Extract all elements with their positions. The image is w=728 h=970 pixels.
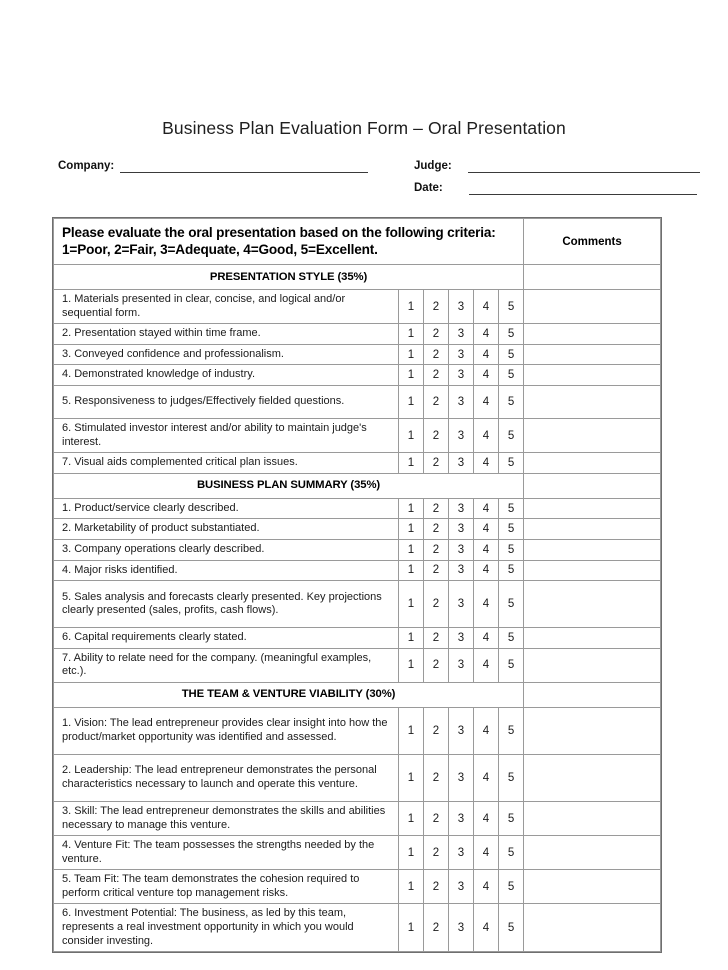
rating-option-4[interactable]: 4 (474, 754, 499, 801)
rating-option-5[interactable]: 5 (499, 648, 524, 682)
comment-cell[interactable] (524, 648, 661, 682)
rating-option-3[interactable]: 3 (449, 385, 474, 418)
comment-cell[interactable] (524, 418, 661, 452)
criteria-row (54, 707, 661, 754)
rating-option-2[interactable]: 2 (424, 290, 449, 324)
company-field[interactable] (58, 160, 368, 173)
criteria-text: 6. Capital requirements clearly stated. (54, 628, 399, 649)
comment-cell[interactable] (524, 836, 661, 870)
rating-option-3[interactable]: 3 (449, 836, 474, 870)
date-input-rule[interactable] (469, 182, 697, 195)
rating-option-4[interactable]: 4 (474, 290, 499, 324)
company-label: Company: (58, 160, 115, 172)
criteria-text: 6. Stimulated investor interest and/or ability to maintain judge's interest. (54, 418, 399, 452)
criteria-text: 4. Demonstrated knowledge of industry. (54, 365, 399, 386)
rating-option-5[interactable]: 5 (499, 418, 524, 452)
rating-option-3[interactable]: 3 (449, 365, 474, 386)
date-label: Date: (414, 182, 443, 194)
rating-option-1[interactable]: 1 (399, 365, 424, 386)
rating-option-5[interactable]: 5 (499, 324, 524, 345)
rating-option-3[interactable]: 3 (449, 290, 474, 324)
rating-option-1[interactable]: 1 (399, 904, 424, 952)
rating-option-4[interactable]: 4 (474, 539, 499, 560)
criteria-text: 7. Ability to relate need for the company. (meaningful examples, etc.). (54, 648, 399, 682)
rating-option-5[interactable]: 5 (499, 801, 524, 835)
judge-field[interactable] (414, 160, 700, 173)
rating-option-1[interactable]: 1 (399, 754, 424, 801)
rating-option-2[interactable]: 2 (424, 324, 449, 345)
rating-option-1[interactable]: 1 (399, 628, 424, 649)
criteria-text: 6. Investment Potential: The business, as led by this team, represents a real investment opportunity in which you would consider investing. (54, 904, 399, 952)
rating-option-2[interactable]: 2 (424, 560, 449, 581)
rating-option-4[interactable]: 4 (474, 560, 499, 581)
rating-option-4[interactable]: 4 (474, 836, 499, 870)
rating-option-2[interactable]: 2 (424, 707, 449, 754)
criteria-text: 2. Marketability of product substantiated. (54, 519, 399, 540)
comment-cell[interactable] (524, 581, 661, 628)
section-heading: THE TEAM & VENTURE VIABILITY (30%) (54, 682, 524, 707)
section-comment-cell[interactable] (524, 265, 661, 290)
section-header-row (54, 265, 661, 290)
rating-option-4[interactable]: 4 (474, 519, 499, 540)
rating-option-2[interactable]: 2 (424, 519, 449, 540)
rating-option-2[interactable]: 2 (424, 539, 449, 560)
rating-option-3[interactable]: 3 (449, 754, 474, 801)
page-title: Business Plan Evaluation Form – Oral Presentation (162, 118, 566, 138)
rating-option-5[interactable]: 5 (499, 628, 524, 649)
section-heading: PRESENTATION STYLE (35%) (54, 265, 524, 290)
criteria-row (54, 498, 661, 519)
rating-option-1[interactable]: 1 (399, 324, 424, 345)
rating-option-1[interactable]: 1 (399, 581, 424, 628)
section-header-row (54, 473, 661, 498)
rating-option-4[interactable]: 4 (474, 648, 499, 682)
comment-cell[interactable] (524, 870, 661, 904)
rating-option-1[interactable]: 1 (399, 648, 424, 682)
rating-option-1[interactable]: 1 (399, 519, 424, 540)
rating-option-4[interactable]: 4 (474, 418, 499, 452)
rating-option-5[interactable]: 5 (499, 560, 524, 581)
rating-option-3[interactable]: 3 (449, 418, 474, 452)
criteria-text: 2. Leadership: The lead entrepreneur demonstrates the personal characteristics necessary to launch and operate this venture. (54, 754, 399, 801)
criteria-text: 3. Conveyed confidence and professionalism. (54, 344, 399, 365)
comment-cell[interactable] (524, 904, 661, 952)
rating-option-4[interactable]: 4 (474, 344, 499, 365)
judge-label: Judge: (414, 160, 452, 172)
rating-option-5[interactable]: 5 (499, 365, 524, 386)
rating-option-3[interactable]: 3 (449, 324, 474, 345)
criteria-row (54, 581, 661, 628)
criteria-row (54, 519, 661, 540)
rating-option-1[interactable]: 1 (399, 453, 424, 474)
rating-option-3[interactable]: 3 (449, 628, 474, 649)
date-field[interactable] (414, 182, 697, 195)
rating-option-4[interactable]: 4 (474, 324, 499, 345)
section-header-row (54, 682, 661, 707)
comment-cell[interactable] (524, 628, 661, 649)
rating-option-2[interactable]: 2 (424, 581, 449, 628)
judge-input-rule[interactable] (468, 160, 700, 173)
criteria-row (54, 560, 661, 581)
rating-option-2[interactable]: 2 (424, 628, 449, 649)
rating-option-2[interactable]: 2 (424, 344, 449, 365)
rating-option-1[interactable]: 1 (399, 870, 424, 904)
criteria-row (54, 290, 661, 324)
criteria-row (54, 801, 661, 835)
rating-option-5[interactable]: 5 (499, 836, 524, 870)
comment-cell[interactable] (524, 453, 661, 474)
rating-option-2[interactable]: 2 (424, 365, 449, 386)
rating-option-5[interactable]: 5 (499, 707, 524, 754)
comment-cell[interactable] (524, 290, 661, 324)
rating-option-5[interactable]: 5 (499, 344, 524, 365)
criteria-row (54, 904, 661, 952)
rating-option-1[interactable]: 1 (399, 707, 424, 754)
rating-option-2[interactable]: 2 (424, 754, 449, 801)
rating-option-3[interactable]: 3 (449, 519, 474, 540)
criteria-row (54, 836, 661, 870)
criteria-text: 5. Responsiveness to judges/Effectively fielded questions. (54, 385, 399, 418)
criteria-row (54, 418, 661, 452)
rating-option-2[interactable]: 2 (424, 648, 449, 682)
criteria-row (54, 365, 661, 386)
rating-option-1[interactable]: 1 (399, 539, 424, 560)
comment-cell[interactable] (524, 707, 661, 754)
section-comment-cell[interactable] (524, 682, 661, 707)
rating-option-3[interactable]: 3 (449, 344, 474, 365)
rating-option-4[interactable]: 4 (474, 801, 499, 835)
rating-option-1[interactable]: 1 (399, 290, 424, 324)
rating-option-4[interactable]: 4 (474, 453, 499, 474)
criteria-text: 1. Materials presented in clear, concise, and logical and/or sequential form. (54, 290, 399, 324)
criteria-text: 3. Skill: The lead entrepreneur demonstrates the skills and abilities necessary to manage this venture. (54, 801, 399, 835)
rating-option-3[interactable]: 3 (449, 498, 474, 519)
criteria-row (54, 648, 661, 682)
rating-option-4[interactable]: 4 (474, 365, 499, 386)
rating-option-3[interactable]: 3 (449, 560, 474, 581)
rating-option-5[interactable]: 5 (499, 519, 524, 540)
rating-option-5[interactable]: 5 (499, 539, 524, 560)
comment-cell[interactable] (524, 539, 661, 560)
rating-option-2[interactable]: 2 (424, 904, 449, 952)
criteria-text: 7. Visual aids complemented critical plan issues. (54, 453, 399, 474)
criteria-text: 1. Product/service clearly described. (54, 498, 399, 519)
rating-option-5[interactable]: 5 (499, 754, 524, 801)
criteria-row (54, 385, 661, 418)
rating-option-5[interactable]: 5 (499, 453, 524, 474)
rating-option-2[interactable]: 2 (424, 498, 449, 519)
rating-option-1[interactable]: 1 (399, 560, 424, 581)
evaluation-table (53, 218, 661, 952)
rating-option-4[interactable]: 4 (474, 628, 499, 649)
rating-option-5[interactable]: 5 (499, 904, 524, 952)
rating-option-1[interactable]: 1 (399, 498, 424, 519)
comment-cell[interactable] (524, 498, 661, 519)
criteria-text: 4. Major risks identified. (54, 560, 399, 581)
comment-cell[interactable] (524, 560, 661, 581)
criteria-row (54, 754, 661, 801)
rating-option-3[interactable]: 3 (449, 870, 474, 904)
section-comment-cell[interactable] (524, 473, 661, 498)
criteria-text: 2. Presentation stayed within time frame. (54, 324, 399, 345)
criteria-row (54, 628, 661, 649)
rating-option-5[interactable]: 5 (499, 498, 524, 519)
rating-option-5[interactable]: 5 (499, 870, 524, 904)
criteria-row (54, 344, 661, 365)
criteria-text: 4. Venture Fit: The team possesses the strengths needed by the venture. (54, 836, 399, 870)
comment-cell[interactable] (524, 365, 661, 386)
rating-option-1[interactable]: 1 (399, 836, 424, 870)
section-heading: BUSINESS PLAN SUMMARY (35%) (54, 473, 524, 498)
rating-option-4[interactable]: 4 (474, 581, 499, 628)
rating-option-2[interactable]: 2 (424, 453, 449, 474)
rating-option-4[interactable]: 4 (474, 904, 499, 952)
rating-option-1[interactable]: 1 (399, 344, 424, 365)
rating-option-4[interactable]: 4 (474, 385, 499, 418)
rating-option-1[interactable]: 1 (399, 801, 424, 835)
rating-option-3[interactable]: 3 (449, 801, 474, 835)
criteria-row (54, 324, 661, 345)
rating-option-3[interactable]: 3 (449, 904, 474, 952)
comments-column-header: Comments (524, 219, 661, 265)
criteria-text: 5. Sales analysis and forecasts clearly presented. Key projections clearly presented (sales, profits, cash flows). (54, 581, 399, 628)
rating-option-2[interactable]: 2 (424, 418, 449, 452)
rating-option-4[interactable]: 4 (474, 498, 499, 519)
instructions-row (54, 219, 661, 265)
comment-cell[interactable] (524, 324, 661, 345)
comment-cell[interactable] (524, 519, 661, 540)
rating-option-4[interactable]: 4 (474, 707, 499, 754)
comment-cell[interactable] (524, 385, 661, 418)
criteria-text: 3. Company operations clearly described. (54, 539, 399, 560)
criteria-row (54, 870, 661, 904)
rating-option-3[interactable]: 3 (449, 453, 474, 474)
rating-option-4[interactable]: 4 (474, 870, 499, 904)
rating-option-2[interactable]: 2 (424, 870, 449, 904)
rating-option-3[interactable]: 3 (449, 648, 474, 682)
criteria-text: 1. Vision: The lead entrepreneur provides clear insight into how the product/market opportunity was identified and assessed. (54, 707, 399, 754)
rating-option-1[interactable]: 1 (399, 385, 424, 418)
criteria-text: 5. Team Fit: The team demonstrates the cohesion required to perform critical venture top management risks. (54, 870, 399, 904)
header-fields-group (0, 158, 728, 204)
rating-option-2[interactable]: 2 (424, 801, 449, 835)
comment-cell[interactable] (524, 801, 661, 835)
comment-cell[interactable] (524, 344, 661, 365)
criteria-row (54, 453, 661, 474)
rating-option-5[interactable]: 5 (499, 385, 524, 418)
comment-cell[interactable] (524, 754, 661, 801)
criteria-row (54, 539, 661, 560)
rating-option-3[interactable]: 3 (449, 707, 474, 754)
rating-option-2[interactable]: 2 (424, 385, 449, 418)
rating-option-1[interactable]: 1 (399, 418, 424, 452)
rating-option-3[interactable]: 3 (449, 581, 474, 628)
rating-option-5[interactable]: 5 (499, 290, 524, 324)
instructions-text: Please evaluate the oral presentation based on the following criteria: 1=Poor, 2=Fair, 3=Adequate, 4=Good, 5=Excellent. (54, 219, 524, 265)
rating-option-5[interactable]: 5 (499, 581, 524, 628)
company-input-rule[interactable] (120, 160, 368, 173)
rating-option-2[interactable]: 2 (424, 836, 449, 870)
rating-option-3[interactable]: 3 (449, 539, 474, 560)
